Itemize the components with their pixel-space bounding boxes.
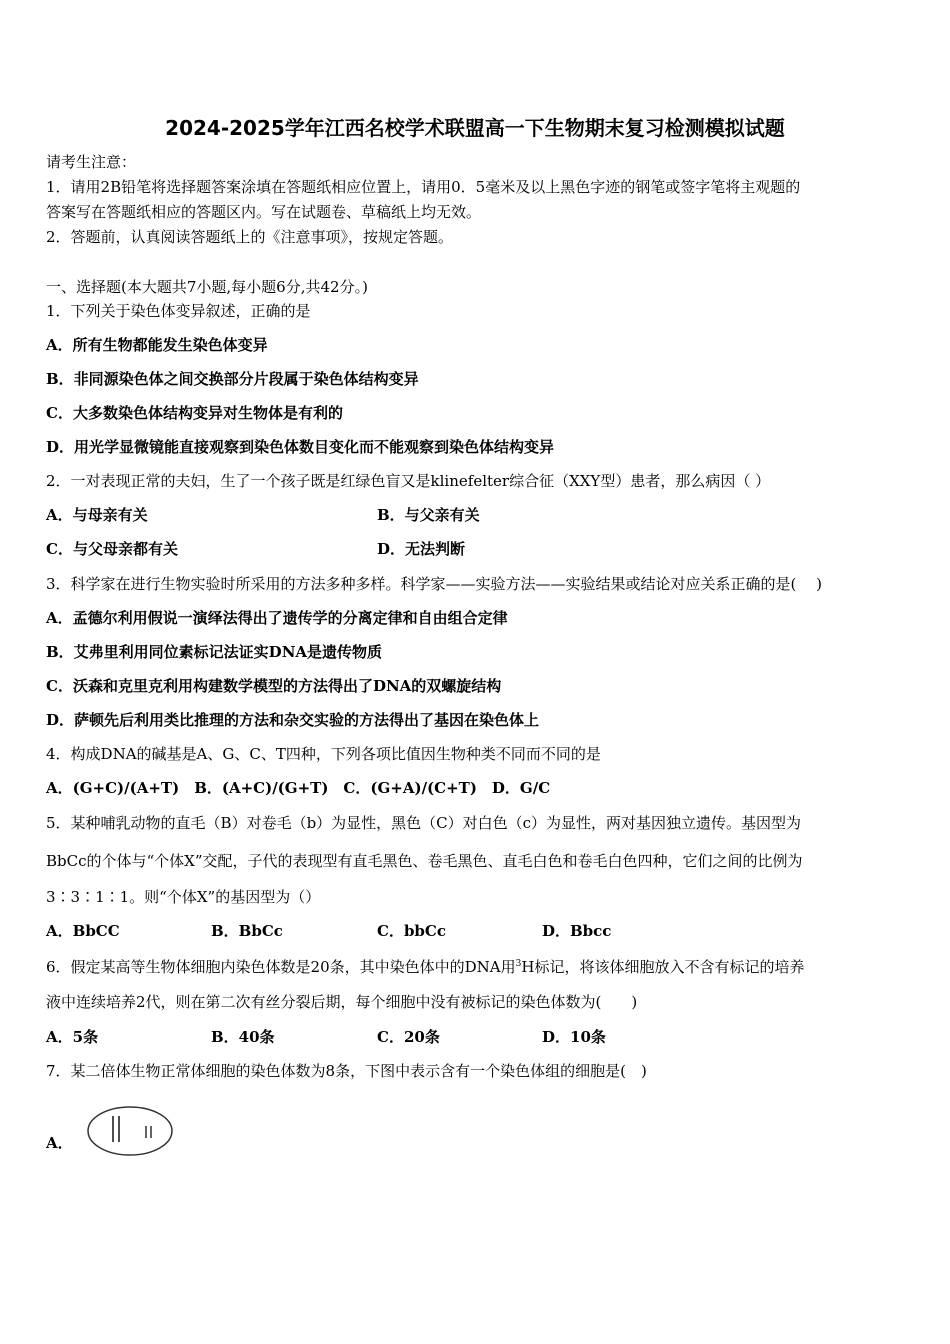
question-1-stem: 1．下列关于染色体变异叙述，正确的是 xyxy=(46,302,311,320)
question-2-option-b: B．与父亲有关 xyxy=(377,506,480,524)
question-3-option-a: A．孟德尔利用假说一演绎法得出了遗传学的分离定律和自由组合定律 xyxy=(46,609,508,627)
question-3-option-d: D．萨顿先后利用类比推理的方法和杂交实验的方法得出了基因在染色体上 xyxy=(46,711,540,729)
notice-item: 1．请用2B铅笔将选择题答案涂填在答题纸相应位置上，请用0．5毫米及以上黑色字迹的钢笔或签字笔将主观题的 xyxy=(46,178,801,196)
question-1-option-a: A．所有生物都能发生染色体变异 xyxy=(46,336,268,354)
question-4-stem: 4．构成DNA的碱基是A、G、C、T四种，下列各项比值因生物种类不同而不同的是 xyxy=(46,745,601,763)
question-6-stem xyxy=(46,957,804,977)
question-5-option-a: A．BbCC xyxy=(46,922,120,940)
question-6-option-d: D．10条 xyxy=(542,1028,606,1046)
question-5-stem: BbCc的个体与“个体X”交配，子代的表现型有直毛黑色、卷毛黑色、直毛白色和卷毛白色四种，它们之间的比例为 xyxy=(46,852,803,870)
question-5-option-b: B．BbCc xyxy=(211,922,283,940)
question-5-stem: 3∶3∶1∶1。则“个体X”的基因型为（） xyxy=(46,888,321,906)
notice-item: 2．答题前，认真阅读答题纸上的《注意事项》，按规定答题。 xyxy=(46,228,454,246)
question-5-stem: 5．某种哺乳动物的直毛（B）对卷毛（b）为显性，黑色（C）对白色（c）为显性，两对基因独立遗传。基因型为 xyxy=(46,814,802,832)
question-6-stem-pre: 6．假定某高等生物体细胞内染色体数是20条，其中染色体中的DNA用 xyxy=(46,958,516,976)
question-1-option-b: B．非同源染色体之间交换部分片段属于染色体结构变异 xyxy=(46,370,419,388)
question-2-stem: 2．一对表现正常的夫妇，生了一个孩子既是红绿色盲又是klinefelter综合征（XXY型）患者，那么病因（ ） xyxy=(46,472,771,490)
question-1-option-d: D．用光学显微镜能直接观察到染色体数目变化而不能观察到染色体结构变异 xyxy=(46,438,555,456)
question-6-option-c: C．20条 xyxy=(377,1028,440,1046)
question-5-option-d: D．Bbcc xyxy=(542,922,612,940)
question-6-option-b: B．40条 xyxy=(211,1028,275,1046)
question-6-option-a: A．5条 xyxy=(46,1028,99,1046)
page-title: 2024-2025学年江西名校学术联盟高一下生物期末复习检测模拟试题 xyxy=(165,116,785,140)
question-1-option-c: C．大多数染色体结构变异对生物体是有利的 xyxy=(46,404,343,422)
question-7-stem: 7．某二倍体生物正常体细胞的染色体数为8条，下图中表示含有一个染色体组的细胞是( ) xyxy=(46,1062,647,1080)
question-3-stem: 3．科学家在进行生物实验时所采用的方法多种多样。科学家——实验方法——实验结果或结论对应关系正确的是( ) xyxy=(46,575,823,593)
question-3-option-c: C．沃森和克里克利用构建数学模型的方法得出了DNA的双螺旋结构 xyxy=(46,677,502,695)
question-3-option-b: B．艾弗里利用同位素标记法证实DNA是遗传物质 xyxy=(46,643,383,661)
notice-heading: 请考生注意： xyxy=(46,153,137,171)
question-4-options: A．(G+C)/(A+T) B．(A+C)/(G+T) C．(G+A)/(C+T) D．G/C xyxy=(46,779,551,797)
question-2-option-c: C．与父母亲都有关 xyxy=(46,540,178,558)
notice-item: 答案写在答题纸相应的答题区内。写在试题卷、草稿纸上均无效。 xyxy=(46,203,482,221)
question-5-option-c: C．bbCc xyxy=(377,922,446,940)
isotope-superscript: 3 xyxy=(515,959,522,969)
cell-diagram-a xyxy=(86,1104,176,1158)
question-2-option-a: A．与母亲有关 xyxy=(46,506,148,524)
question-6-stem: 液中连续培养2代，则在第二次有丝分裂后期，每个细胞中没有被标记的染色体数为( ) xyxy=(46,993,638,1011)
section-heading: 一、选择题(本大题共7小题,每小题6分,共42分。) xyxy=(46,278,368,296)
question-2-option-d: D．无法判断 xyxy=(377,540,466,558)
question-6-stem-post: H标记，将该体细胞放入不含有标记的培养 xyxy=(521,958,805,976)
question-7-option-a: A． xyxy=(46,1134,73,1152)
cell-membrane xyxy=(88,1107,172,1155)
